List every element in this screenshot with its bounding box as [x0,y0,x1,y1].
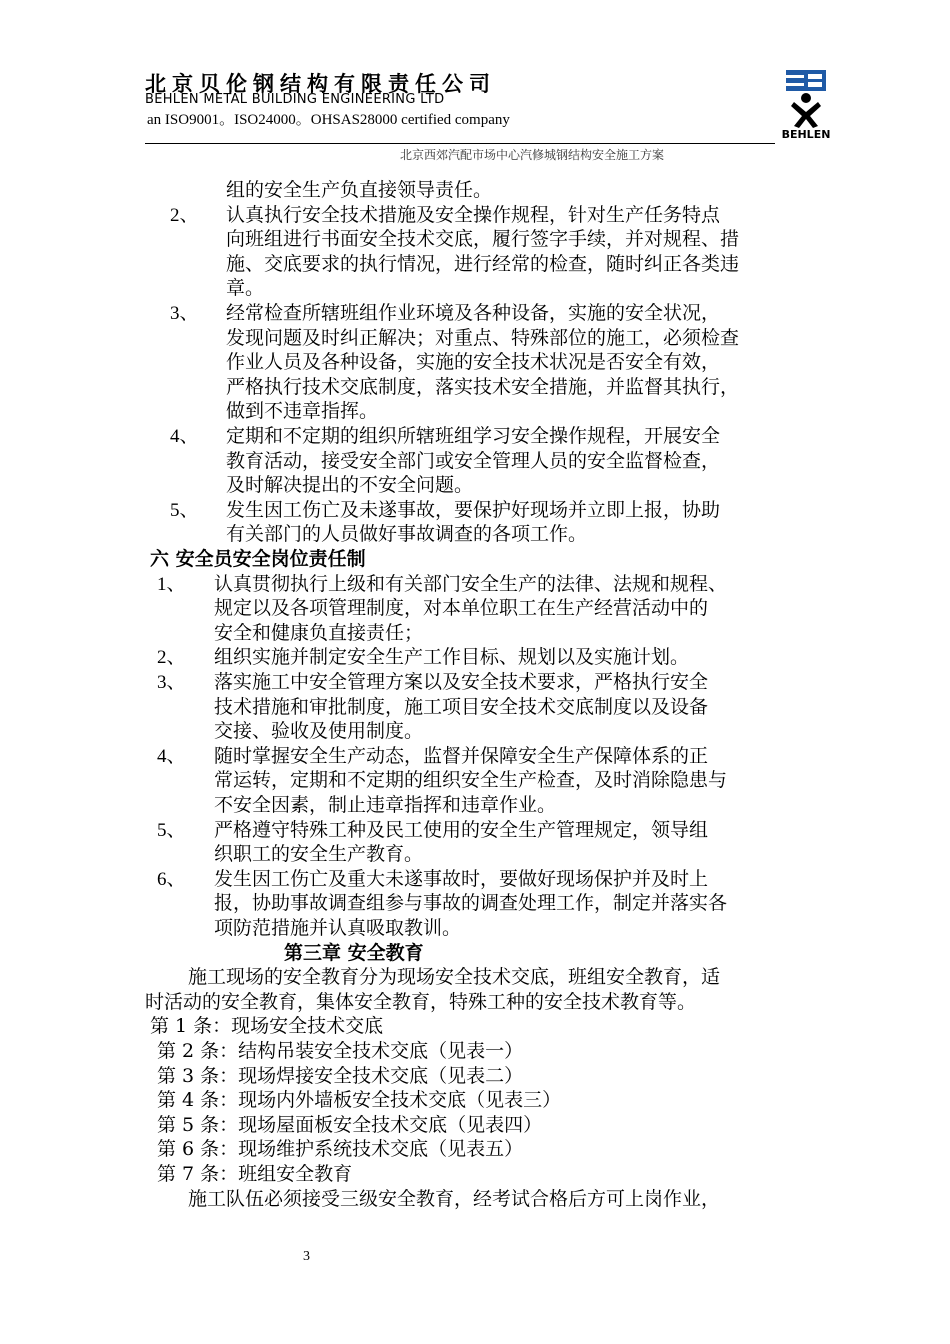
document-title: 北京西郊汽配市场中心汽修城钢结构安全施工方案 [400,148,665,162]
chapter-heading: 第三章 安全教育 [284,941,424,964]
list-item-line: 认真贯彻执行上级和有关部门安全生产的法律、法规和规程、 [214,572,728,595]
paragraph-line: 时活动的安全教育，集体安全教育，特殊工种的安全技术教育等。 [145,990,697,1013]
list-item-line: 发现问题及时纠正解决；对重点、特殊部位的施工，必须检查 [226,326,740,349]
list-number: 5、 [157,819,186,841]
list-number: 4、 [157,745,186,767]
list-item-line: 认真执行安全技术措施及安全操作规程，针对生产任务特点 [226,203,721,226]
behlen-logo-icon [768,68,844,140]
list-item-line: 做到不违章指挥。 [226,400,379,423]
list-item-line: 作业人员及各种设备，实施的安全技术状况是否安全有效， [226,351,721,374]
list-item-line: 随时掌握安全生产动态，监督并保障安全生产保障体系的正 [214,744,709,767]
list-item-line: 发生因工伤亡及重大未遂事故时，要做好现场保护并及时上 [214,867,709,890]
list-item-line: 交接、验收及使用制度。 [214,720,424,743]
paragraph-line: 组的安全生产负直接领导责任。 [226,179,493,201]
list-item-line: 施、交底要求的执行情况，进行经常的检查，随时纠正各类违 [226,252,740,275]
list-item-line: 章。 [226,277,265,300]
list-number: 1、 [157,573,186,595]
article-item: 第 6 条：现场维护系统技术交底（见表五） [157,1138,524,1161]
list-number: 5、 [170,499,199,521]
list-item-line: 及时解决提出的不安全问题。 [226,474,474,497]
list-item-line: 不安全因素，制止违章指挥和违章作业。 [214,794,557,816]
list-item-line: 向班组进行书面安全技术交底，履行签字手续，并对规程、措 [226,228,740,251]
certification-text: an ISO9001。ISO24000。OHSAS28000 certified company [147,112,510,128]
paragraph-line: 施工队伍必须接受三级安全教育，经考试合格后方可上岗作业， [188,1187,721,1210]
article-item: 第 3 条：现场焊接安全技术交底（见表二） [157,1064,524,1087]
article-item: 第 7 条：班组安全教育 [157,1163,353,1185]
list-item-line: 经常检查所辖班组作业环境及各种设备，实施的安全状况， [226,302,721,324]
list-item-line: 技术措施和审批制度，施工项目安全技术交底制度以及设备 [214,695,709,718]
list-item-line: 定期和不定期的组织所辖班组学习安全操作规程，开展安全 [226,425,721,447]
list-item-line: 教育活动，接受安全部门或安全管理人员的安全监督检查， [226,449,721,472]
page-number: 3 [303,1249,310,1264]
article-item: 第 4 条：现场内外墙板安全技术交底（见表三） [157,1089,562,1112]
company-name-cn: 北京贝伦钢结构有限责任公司 [145,72,496,96]
list-item-line: 严格执行技术交底制度，落实技术安全措施，并监督其执行， [226,375,740,398]
list-item-line: 常运转，定期和不定期的组织安全生产检查，及时消除隐患与 [214,769,728,792]
article-item: 第 5 条：现场屋面板安全技术交底（见表四） [157,1113,543,1136]
list-number: 3、 [157,672,186,693]
list-item-line: 组织实施并制定安全生产工作目标、规划以及实施计划。 [214,646,690,669]
header-divider [145,143,775,144]
list-number: 3、 [170,303,199,324]
list-number: 2、 [170,204,199,226]
list-item-line: 报，协助事故调查组参与事故的调查处理工作，制定并落实各 [214,892,728,915]
list-item-line: 项防范措施并认真吸取教训。 [214,917,462,939]
paragraph-line: 施工现场的安全教育分为现场安全技术交底，班组安全教育，适 [188,966,721,989]
list-item-line: 落实施工中安全管理方案以及安全技术要求，严格执行安全 [214,671,709,693]
article-item: 第 1 条：现场安全技术交底 [150,1015,384,1038]
section-heading: 六 安全员安全岗位责任制 [150,548,366,570]
list-item-line: 有关部门的人员做好事故调查的各项工作。 [226,523,588,546]
list-item-line: 规定以及各项管理制度，对本单位职工在生产经营活动中的 [214,597,709,620]
list-number: 4、 [170,426,199,447]
list-item-line: 严格遵守特殊工种及民工使用的安全生产管理规定，领导组 [214,818,709,841]
logo-text: BEHLEN [781,128,831,140]
list-item-line: 发生因工伤亡及未遂事故，要保护好现场并立即上报，协助 [226,498,721,521]
article-item: 第 2 条：结构吊装安全技术交底（见表一） [157,1040,524,1062]
list-number: 6、 [157,868,186,890]
list-number: 2、 [157,647,186,669]
company-name-en: BEHLEN METAL BUILDING ENGINEERING LTD [145,92,445,107]
list-item-line: 安全和健康负直接责任； [214,621,424,644]
list-item-line: 织职工的安全生产教育。 [214,843,424,866]
